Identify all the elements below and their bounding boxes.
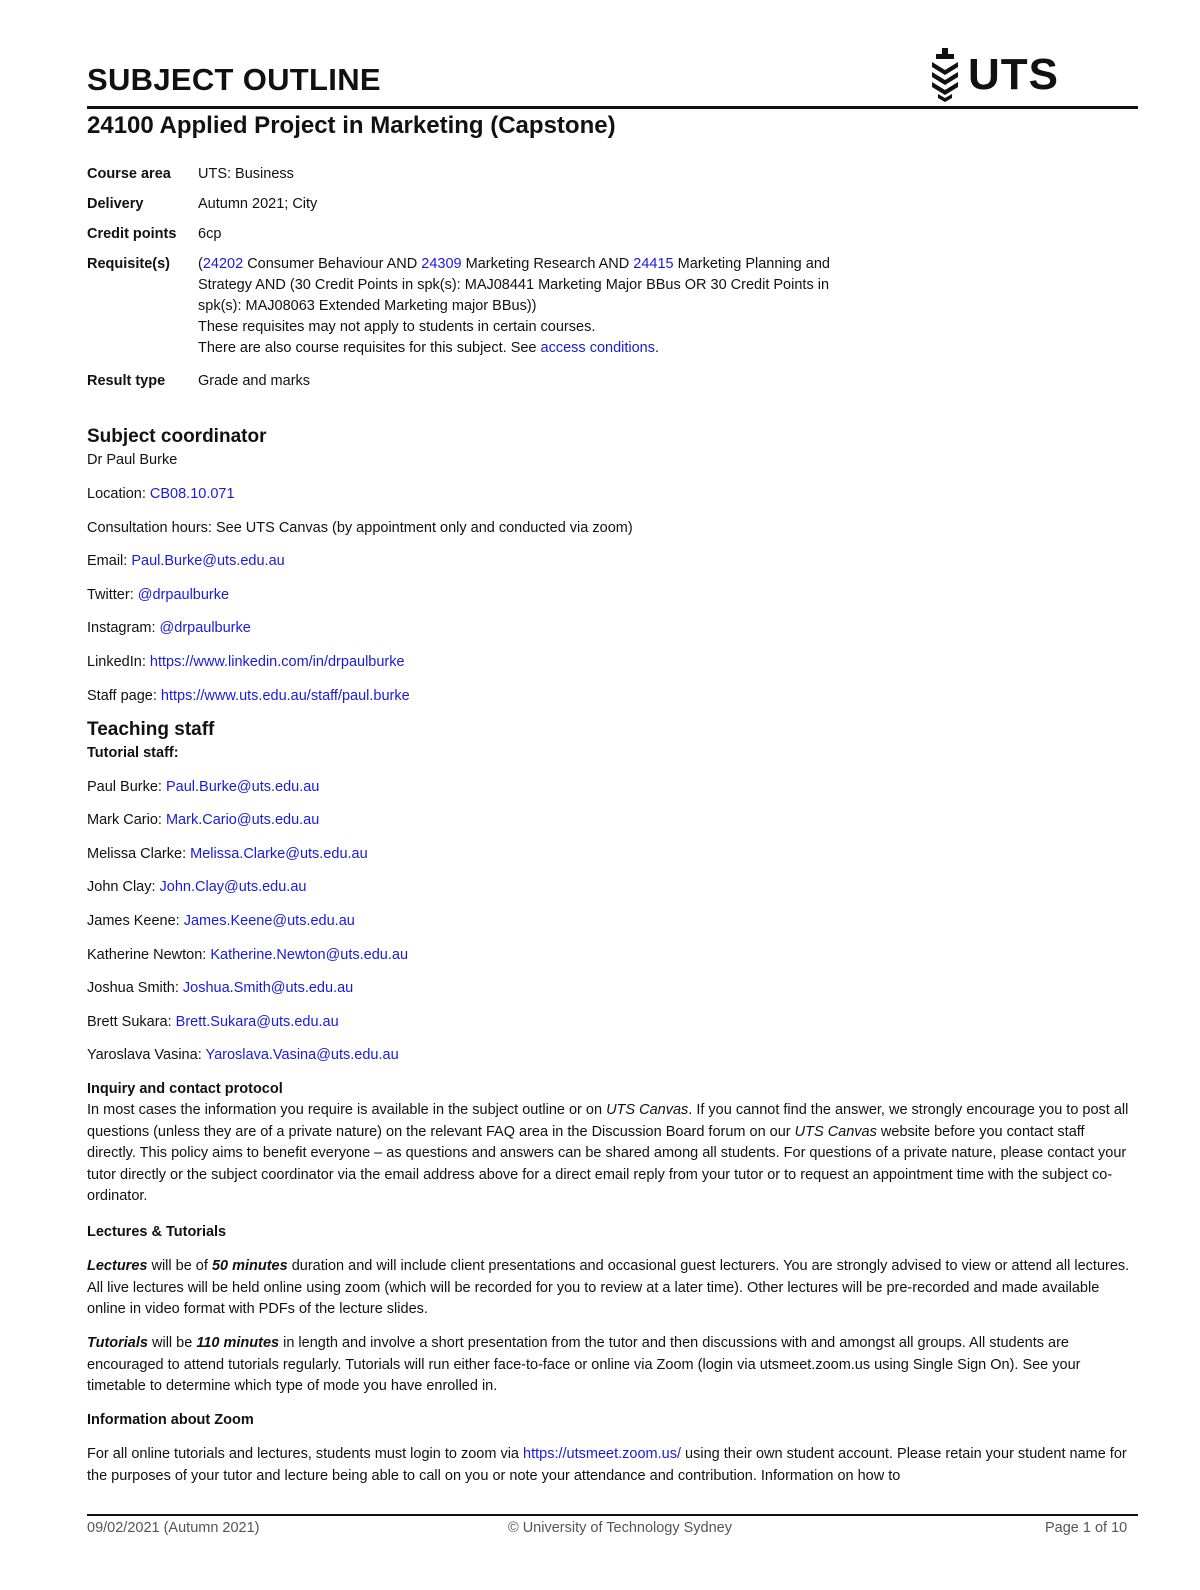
requisite-link-24202[interactable]: 24202 [202, 256, 244, 272]
requisite-link-24415[interactable]: 24415 [633, 256, 674, 272]
staff-email-link[interactable]: John.Clay@uts.edu.au [159, 879, 307, 895]
lectures-paragraph: Lectures will be of 50 minutes duration and will include client presentations and occasional guest lecturers. You are strongly advised to view or attend all lectures. All live lectures will be held online using zoom (which will be recorded for you to review at a later time). Other lectures will be pre-recorded and made available online in video format with PDFs of the lecture slides. [87, 1258, 1130, 1317]
teaching-staff-heading: Teaching staff [87, 719, 215, 740]
requisite-link-24309[interactable]: 24309 [421, 256, 462, 272]
coordinator-instagram: Instagram: @drpaulburke [87, 620, 251, 636]
coordinator-name: Dr Paul Burke [87, 452, 178, 468]
staff-email-link[interactable]: Paul.Burke@uts.edu.au [166, 779, 320, 795]
list-item: Brett Sukara: Brett.Sukara@uts.edu.au [87, 1014, 339, 1030]
requisites-line-3: spk(s): MAJ08063 Extended Marketing major BBus)) [198, 298, 537, 314]
twitter-link[interactable]: @drpaulburke [137, 587, 230, 603]
list-item: Melissa Clarke: Melissa.Clarke@uts.edu.au [87, 846, 368, 862]
coordinator-email: Email: Paul.Burke@uts.edu.au [87, 553, 285, 569]
list-item: Paul Burke: Paul.Burke@uts.edu.au [87, 779, 320, 795]
access-conditions-link[interactable]: access conditions [540, 340, 655, 356]
course-area-label: Course area [87, 166, 171, 182]
zoom-link[interactable]: https://utsmeet.zoom.us/ [523, 1446, 681, 1462]
tutorials-paragraph: Tutorials will be 110 minutes in length and involve a short presentation from the tutor and then discussions with and amongst all groups. All students are encouraged to attend tutorials regularly. Tutorials will run either face-to-face or online via Zoom (login via utsmeet.zoom.us using Single Sign On). See your timetable to determine which type of mode you have enrolled in. [87, 1335, 1081, 1394]
list-item: John Clay: John.Clay@uts.edu.au [87, 879, 307, 895]
document-title: SUBJECT OUTLINE [87, 62, 381, 97]
coordinator-heading: Subject coordinator [87, 426, 267, 447]
list-item: Joshua Smith: Joshua.Smith@uts.edu.au [87, 980, 354, 996]
linkedin-link[interactable]: https://www.linkedin.com/in/drpaulburke [149, 654, 405, 670]
delivery-value: Autumn 2021; City [198, 196, 318, 212]
coordinator-staff-page: Staff page: https://www.uts.edu.au/staff/paul.burke [87, 688, 410, 704]
zoom-paragraph: For all online tutorials and lectures, students must login to zoom via https://utsmeet.zoom.us/ using their own student account. Please retain your student name for the purposes of your tutor and lecture being able to call on you or note your attendance and contribution. Information on how to [87, 1446, 1127, 1484]
delivery-label: Delivery [87, 196, 144, 212]
uts-logo [928, 48, 1068, 102]
requisites-note: These requisites may not apply to students in certain courses. [198, 319, 596, 335]
list-item: Katherine Newton: Katherine.Newton@uts.edu.au [87, 947, 409, 963]
list-item: James Keene: James.Keene@uts.edu.au [87, 913, 355, 929]
requisites-line-2: Strategy AND (30 Credit Points in spk(s): MAJ08441 Marketing Major BBus OR 30 Credit Points in [198, 277, 830, 293]
course-requisites-note: There are also course requisites for this subject. See access conditions. [198, 340, 660, 356]
result-type-value: Grade and marks [198, 373, 311, 389]
staff-email-link[interactable]: Brett.Sukara@uts.edu.au [175, 1014, 339, 1030]
staff-email-link[interactable]: Yaroslava.Vasina@uts.edu.au [205, 1047, 399, 1063]
footer-rule [87, 1514, 1138, 1516]
list-item: Mark Cario: Mark.Cario@uts.edu.au [87, 812, 320, 828]
credit-points-label: Credit points [87, 226, 177, 242]
course-area-value: UTS: Business [198, 166, 294, 182]
requisites-line-1: (24202 Consumer Behaviour AND 24309 Marketing Research AND 24415 Marketing Planning and [198, 256, 830, 272]
staff-email-link[interactable]: Katherine.Newton@uts.edu.au [210, 947, 409, 963]
footer-page-number: Page 1 of 10 [1045, 1520, 1128, 1536]
footer-date: 09/02/2021 (Autumn 2021) [87, 1520, 260, 1536]
instagram-link[interactable]: @drpaulburke [159, 620, 251, 636]
uts-logo-text: UTS [968, 50, 1059, 99]
inquiry-paragraph: In most cases the information you require is available in the subject outline or on UTS Canvas. If you cannot find the answer, we strongly encourage you to post all questions (unless they are of a private nature) on the relevant FAQ area in the Discussion Board forum on our UTS Canvas website before you contact staff directly. This policy aims to benefit everyone – as questions and answers can be shared among all students. For questions of a private nature, please contact your tutor directly or the subject coordinator via the email address above for a direct email reply from your tutor or to request an appointment time with the subject co-ordinator. [87, 1102, 1129, 1204]
footer-copyright: © University of Technology Sydney [508, 1520, 732, 1536]
lectures-tutorials-heading: Lectures & Tutorials [87, 1224, 227, 1240]
staff-email-link[interactable]: Mark.Cario@uts.edu.au [165, 812, 320, 828]
header-rule [87, 106, 1138, 109]
requisites-value [198, 254, 918, 359]
requisites-label: Requisite(s) [87, 256, 170, 272]
result-type-label: Result type [87, 373, 166, 389]
consultation-hours: Consultation hours: See UTS Canvas (by appointment only and conducted via zoom) [87, 520, 633, 536]
staff-email-link[interactable]: Melissa.Clarke@uts.edu.au [190, 846, 368, 862]
list-item: Yaroslava Vasina: Yaroslava.Vasina@uts.edu.au [87, 1047, 399, 1063]
coordinator-twitter: Twitter: @drpaulburke [87, 587, 230, 603]
coordinator-location: Location: CB08.10.071 [87, 486, 235, 502]
credit-points-value: 6cp [198, 226, 222, 242]
uts-crest-icon [928, 48, 962, 102]
zoom-heading: Information about Zoom [87, 1412, 254, 1428]
subject-title: 24100 Applied Project in Marketing (Capstone) [87, 112, 616, 139]
tutorial-staff-subheading: Tutorial staff: [87, 745, 179, 761]
inquiry-heading: Inquiry and contact protocol [87, 1081, 283, 1097]
location-link[interactable]: CB08.10.071 [149, 486, 235, 502]
staff-page-link[interactable]: https://www.uts.edu.au/staff/paul.burke [160, 688, 410, 704]
staff-email-link[interactable]: James.Keene@uts.edu.au [183, 913, 355, 929]
coordinator-linkedin: LinkedIn: https://www.linkedin.com/in/drpaulburke [87, 654, 405, 670]
coordinator-email-link[interactable]: Paul.Burke@uts.edu.au [131, 553, 285, 569]
staff-email-link[interactable]: Joshua.Smith@uts.edu.au [182, 980, 354, 996]
